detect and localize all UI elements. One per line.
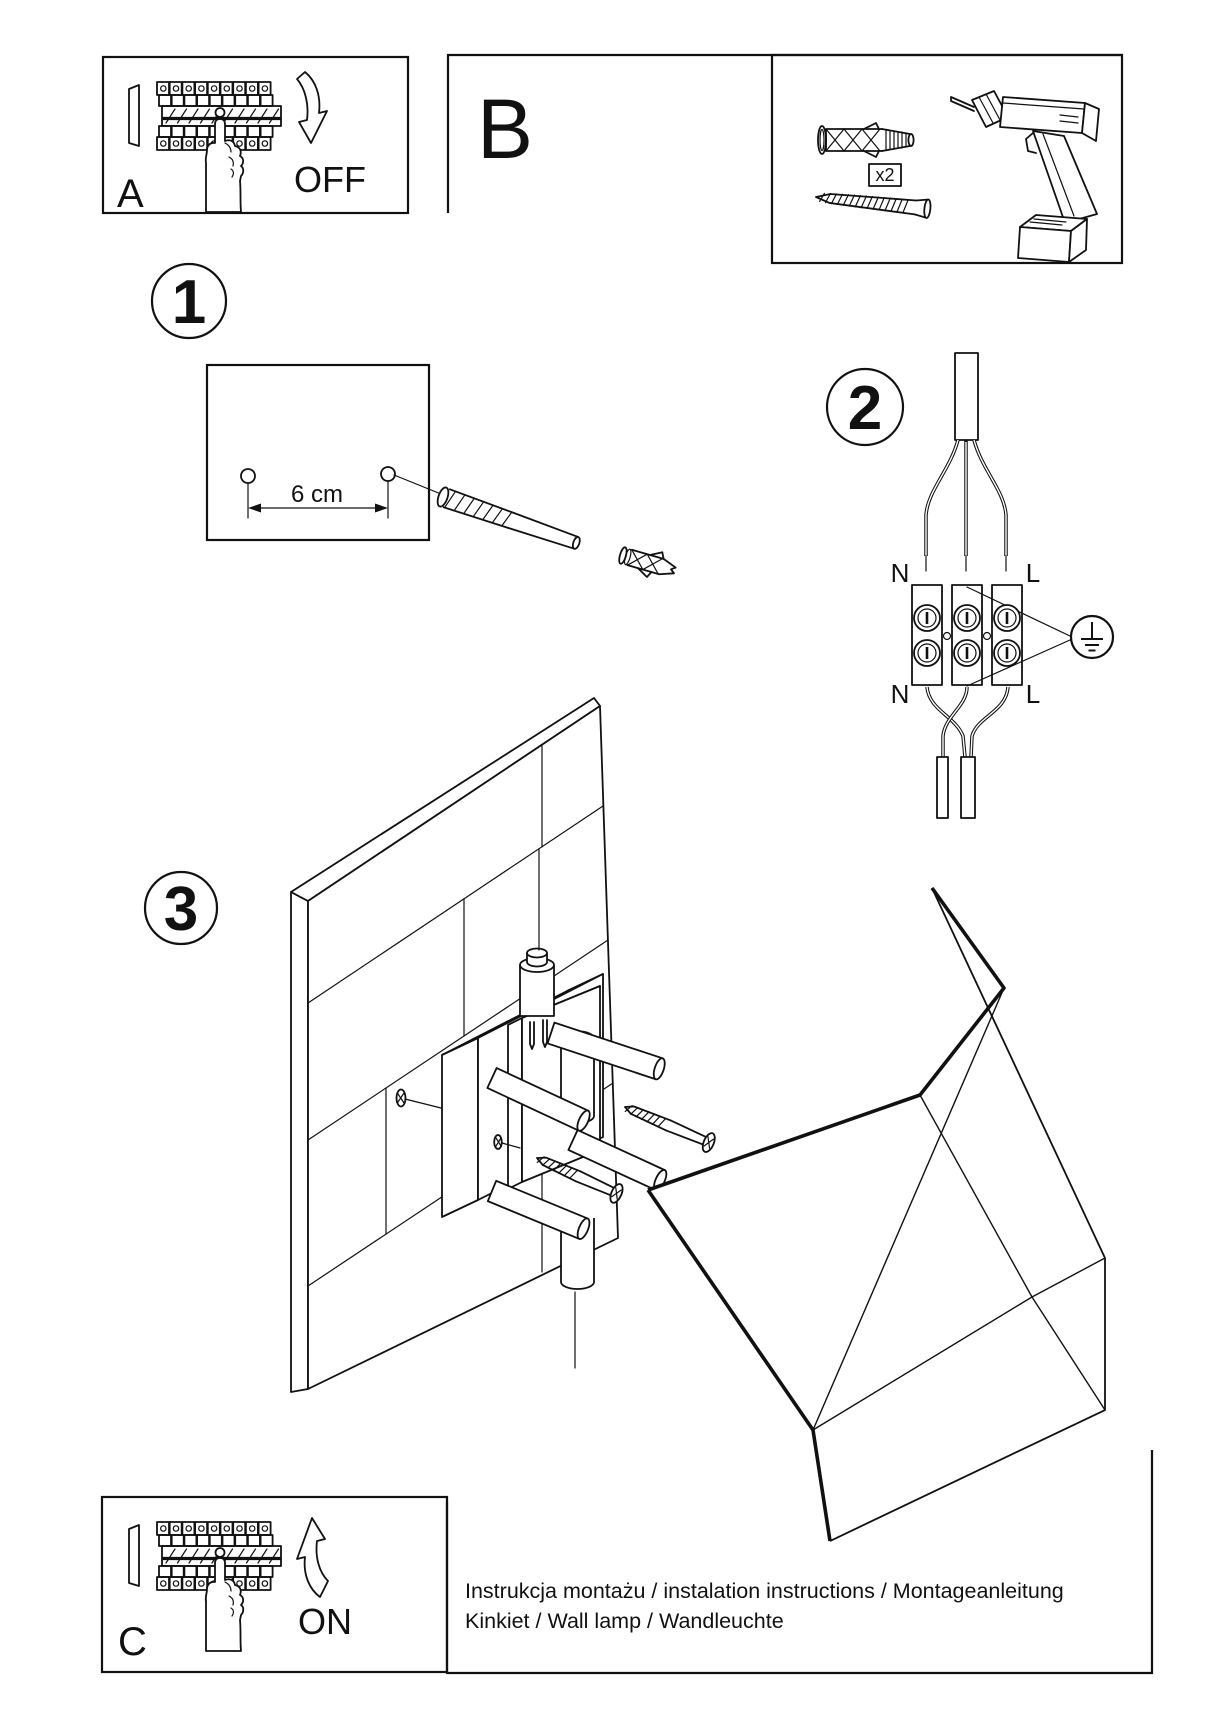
mounting-screw-drawing xyxy=(435,486,582,553)
drill-holes-drawing xyxy=(241,467,395,518)
panel-c-action-label: ON xyxy=(298,1601,352,1642)
drill-icon xyxy=(951,91,1099,262)
step-3 xyxy=(145,698,1105,1541)
footer-line2: Kinkiet / Wall lamp / Wandleuchte xyxy=(465,1609,784,1633)
step-1-number: 1 xyxy=(171,268,207,337)
footer xyxy=(465,1579,1064,1633)
tools-panel xyxy=(477,82,1099,262)
terminal-block-drawing xyxy=(891,558,1070,709)
panel-a-action-label: OFF xyxy=(294,159,366,200)
supply-cable-drawing xyxy=(926,353,1006,571)
panel-a xyxy=(117,72,366,216)
terminal-label-l-top: L xyxy=(1025,558,1041,588)
terminal-label-n-bottom: N xyxy=(890,679,910,709)
panel-a-label: A xyxy=(117,172,144,216)
panel-c xyxy=(118,1518,352,1664)
pointer-line xyxy=(394,475,441,494)
wall-plug-icon xyxy=(818,123,914,157)
arrow-down-icon xyxy=(297,72,327,143)
lampshade-drawing xyxy=(648,888,1105,1541)
footer-frame xyxy=(447,1450,1152,1673)
step-1 xyxy=(152,264,679,584)
hand-press-icon xyxy=(206,1558,244,1651)
wall-plug-drawing xyxy=(616,541,679,584)
quantity-badge: x2 xyxy=(875,165,895,185)
ground-symbol-icon xyxy=(1071,616,1113,658)
step-2-number: 2 xyxy=(847,374,883,443)
arrow-up-icon xyxy=(297,1518,328,1597)
panel-c-label: C xyxy=(118,1620,147,1664)
terminal-label-l-bottom: L xyxy=(1025,679,1041,709)
tools-panel-label: B xyxy=(477,82,534,176)
step-2 xyxy=(827,353,1113,818)
lamp-wires-drawing xyxy=(927,687,1008,818)
step-3-number: 3 xyxy=(163,875,199,944)
footer-line1: Instrukcja montażu / instalation instructions / Montageanleitung xyxy=(465,1579,1064,1603)
wall-outline-drawing xyxy=(207,365,429,540)
hand-press-icon xyxy=(206,119,244,212)
circuit-breaker-icon xyxy=(129,1522,281,1590)
hole-distance-label: 6 cm xyxy=(290,481,344,508)
circuit-breaker-icon xyxy=(129,82,281,150)
screw-icon xyxy=(815,188,931,219)
panel-b-divider xyxy=(448,55,1122,213)
terminal-label-n-top: N xyxy=(890,558,910,588)
panel-c-frame xyxy=(102,1497,447,1672)
